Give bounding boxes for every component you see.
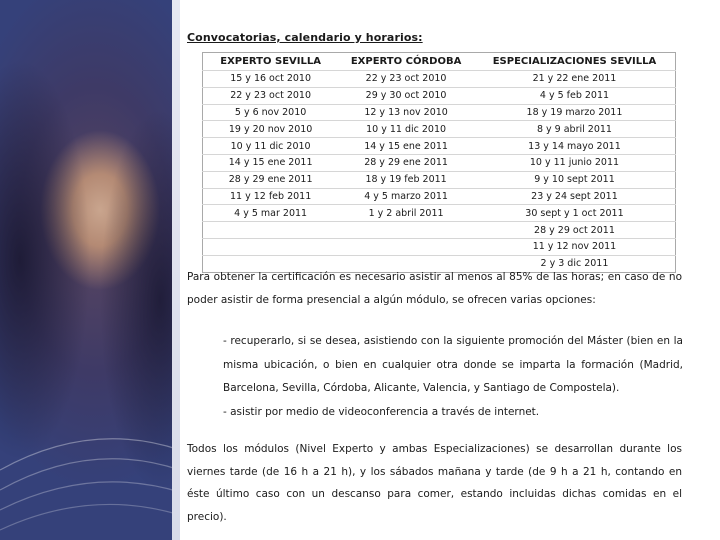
table-cell: 23 y 24 sept 2011 xyxy=(474,188,676,205)
table-cell: 11 y 12 nov 2011 xyxy=(474,238,676,255)
column-header: ESPECIALIZACIONES SEVILLA xyxy=(474,53,676,71)
table-row xyxy=(203,222,676,239)
column-header: EXPERTO CÓRDOBA xyxy=(338,53,474,71)
table-row xyxy=(203,104,676,121)
decorative-arcs xyxy=(0,0,180,540)
table-cell: 10 y 11 dic 2010 xyxy=(203,138,339,155)
schedule-paragraph xyxy=(187,438,682,528)
table-cell: 1 y 2 abril 2011 xyxy=(338,205,474,222)
table-cell: 9 y 10 sept 2011 xyxy=(474,171,676,188)
table-row xyxy=(203,121,676,138)
table-cell: 4 y 5 marzo 2011 xyxy=(338,188,474,205)
divider-strip xyxy=(172,0,180,540)
table-row xyxy=(203,138,676,155)
table-cell: 11 y 12 feb 2011 xyxy=(203,188,339,205)
table-cell: 14 y 15 ene 2011 xyxy=(203,154,339,171)
table-row xyxy=(203,154,676,171)
certification-paragraph xyxy=(187,266,682,311)
table-row xyxy=(203,188,676,205)
table-row xyxy=(203,238,676,255)
table-cell: 12 y 13 nov 2010 xyxy=(338,104,474,121)
paragraph-text: Todos los módulos (Nivel Experto y ambas Especializaciones) se desarrollan durante los viernes tarde (de 16 h a 21 h), y los sábados mañana y tarde (de 9 h a 21 h, contando en éste último caso con un descanso para comer, estando incluidas dichas comidas en el precio). xyxy=(187,443,682,523)
table-row xyxy=(203,171,676,188)
table-cell: 14 y 15 ene 2011 xyxy=(338,138,474,155)
list-item: - recuperarlo, si se desea, asistiendo con la siguiente promoción del Máster (bien en la misma ubicación, o bien en cualquier otra donde se imparta la formación (Madrid, Barcelona, Sevilla, Córdoba, Alicante, Valencia, y Santiago de Compostela). xyxy=(223,335,683,394)
section-heading: Convocatorias, calendario y horarios: xyxy=(187,31,423,44)
table-row xyxy=(203,87,676,104)
table-cell xyxy=(203,238,339,255)
list-item: - asistir por medio de videoconferencia a través de internet. xyxy=(223,405,540,418)
options-list xyxy=(223,330,683,424)
paragraph-text: Para obtener la certificación es necesario asistir al menos al 85% de las horas; en caso de no poder asistir de forma presencial a algún módulo, se ofrecen varias opciones: xyxy=(187,271,682,306)
table-cell: 28 y 29 oct 2011 xyxy=(474,222,676,239)
table-row xyxy=(203,71,676,88)
table-cell: 18 y 19 feb 2011 xyxy=(338,171,474,188)
table-cell: 29 y 30 oct 2010 xyxy=(338,87,474,104)
table-cell: 5 y 6 nov 2010 xyxy=(203,104,339,121)
table-cell: 28 y 29 ene 2011 xyxy=(338,154,474,171)
table-cell: 13 y 14 mayo 2011 xyxy=(474,138,676,155)
table-cell: 22 y 23 oct 2010 xyxy=(338,71,474,88)
table-row xyxy=(203,205,676,222)
table-header-row xyxy=(203,53,676,71)
table-cell: 18 y 19 marzo 2011 xyxy=(474,104,676,121)
table-cell: 8 y 9 abril 2011 xyxy=(474,121,676,138)
table-cell xyxy=(338,238,474,255)
table-cell: 19 y 20 nov 2010 xyxy=(203,121,339,138)
table-cell: 28 y 29 ene 2011 xyxy=(203,171,339,188)
table-cell: 15 y 16 oct 2010 xyxy=(203,71,339,88)
table-cell: 4 y 5 mar 2011 xyxy=(203,205,339,222)
table-cell: 30 sept y 1 oct 2011 xyxy=(474,205,676,222)
table-cell xyxy=(203,222,339,239)
table-cell: 22 y 23 oct 2010 xyxy=(203,87,339,104)
table-cell: 10 y 11 junio 2011 xyxy=(474,154,676,171)
table-cell: 2 y 3 dic 2011 xyxy=(540,258,609,270)
table-cell: 10 y 11 dic 2010 xyxy=(338,121,474,138)
schedule-table xyxy=(202,52,676,273)
column-header: EXPERTO SEVILLA xyxy=(203,53,339,71)
table-cell: 4 y 5 feb 2011 xyxy=(474,87,676,104)
content-area xyxy=(180,0,720,540)
table-cell xyxy=(338,222,474,239)
table-cell: 21 y 22 ene 2011 xyxy=(474,71,676,88)
